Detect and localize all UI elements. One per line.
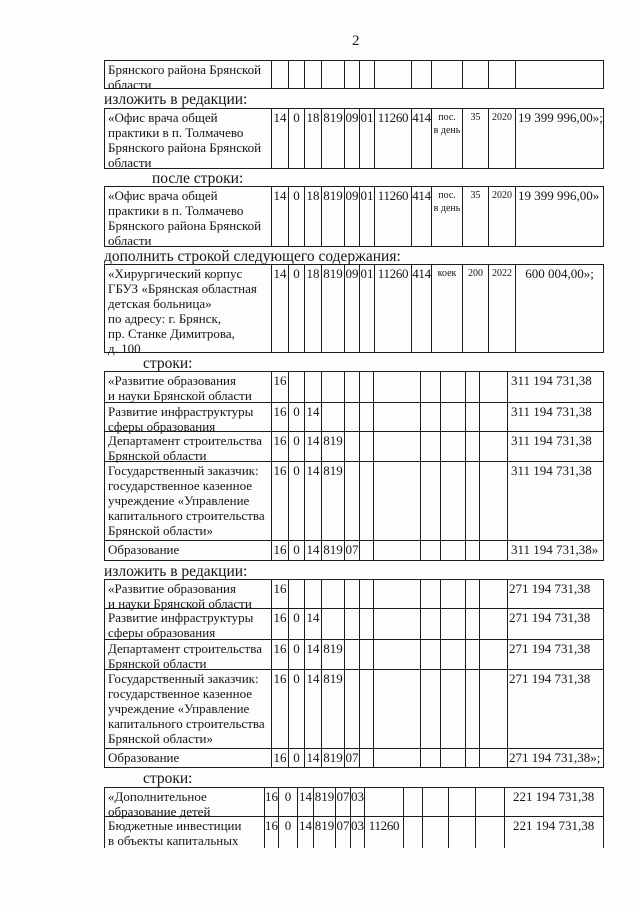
- budget-table-fragment: [104, 579, 604, 768]
- unit-cell: [441, 670, 466, 749]
- year-cell: 2020: [489, 108, 516, 169]
- section-code-cell: 09: [345, 108, 360, 169]
- budget-table-fragment: [104, 787, 604, 848]
- grbs-code-cell: 819: [314, 787, 336, 817]
- table-row: [104, 579, 604, 609]
- subprogram-code-cell: 0: [289, 640, 305, 670]
- grbs-code-cell: [322, 579, 345, 609]
- subsection-code-cell: [360, 749, 374, 768]
- grbs-code-cell: 819: [322, 749, 345, 768]
- subsection-code-cell: [360, 609, 374, 640]
- subsection-code-cell: [360, 462, 374, 541]
- unit-cell: [432, 60, 463, 89]
- grbs-code-cell: 819: [322, 432, 345, 462]
- unit-cell: [441, 403, 466, 432]
- program-code-cell: 16: [272, 541, 289, 561]
- subsection-code-cell: [360, 541, 374, 561]
- table-row: [104, 640, 604, 670]
- direction-code-cell: 11260: [375, 264, 412, 353]
- program-code-cell: [272, 60, 289, 89]
- direction-code-cell: [374, 541, 421, 561]
- expense-type-cell: [421, 432, 441, 462]
- direction-code-cell: [374, 640, 421, 670]
- amount-cell: 600 004,00»;: [516, 264, 604, 353]
- capacity-cell: [466, 462, 480, 541]
- expense-type-cell: 414: [412, 186, 432, 247]
- item-name-cell: «Офис врача общей практики в п. Толмачево Брянского района Брянской области: [104, 108, 272, 169]
- subsection-code-cell: 03: [351, 787, 365, 817]
- subsection-code-cell: [360, 403, 374, 432]
- event-code-cell: 14: [305, 541, 322, 561]
- event-code-cell: [305, 579, 322, 609]
- event-code-cell: 14: [305, 640, 322, 670]
- event-code-cell: 14: [305, 462, 322, 541]
- amount-cell: [516, 60, 604, 89]
- capacity-cell: [466, 579, 480, 609]
- subprogram-code-cell: 0: [289, 108, 305, 169]
- item-name-cell: Образование: [104, 541, 272, 561]
- unit-cell: [441, 579, 466, 609]
- amount-cell: 271 194 731,38: [508, 640, 604, 670]
- year-cell: [489, 60, 516, 89]
- event-code-cell: 14: [298, 817, 314, 848]
- subsection-code-cell: 01: [360, 264, 375, 353]
- instruction-heading: строки:: [143, 770, 193, 787]
- subsection-code-cell: [360, 579, 374, 609]
- budget-table-fragment: [104, 60, 604, 92]
- subprogram-code-cell: 0: [289, 670, 305, 749]
- section-code-cell: 07: [345, 749, 360, 768]
- direction-code-cell: [374, 670, 421, 749]
- capacity-cell: [466, 371, 480, 403]
- capacity-cell: [466, 403, 480, 432]
- table-row: [104, 264, 604, 356]
- direction-code-cell: [374, 403, 421, 432]
- subprogram-code-cell: 0: [289, 541, 305, 561]
- table-row: [104, 186, 604, 247]
- table-row: [104, 371, 604, 403]
- amount-cell: 311 194 731,38: [508, 462, 604, 541]
- subsection-code-cell: [360, 670, 374, 749]
- item-name-cell: «Развитие образования и науки Брянской области: [104, 579, 272, 609]
- table-row: [104, 670, 604, 749]
- unit-cell: [441, 432, 466, 462]
- program-code-cell: 16: [272, 640, 289, 670]
- event-code-cell: 14: [305, 749, 322, 768]
- event-code-cell: 18: [305, 108, 322, 169]
- expense-type-cell: [421, 462, 441, 541]
- expense-type-cell: [421, 403, 441, 432]
- unit-cell: [441, 541, 466, 561]
- subsection-code-cell: [360, 60, 375, 89]
- subprogram-code-cell: [289, 371, 305, 403]
- instruction-heading: изложить в редакции:: [104, 91, 248, 108]
- table-row: [104, 749, 604, 768]
- grbs-code-cell: 819: [322, 640, 345, 670]
- grbs-code-cell: 819: [314, 817, 336, 848]
- program-code-cell: 14: [272, 108, 289, 169]
- section-code-cell: [345, 462, 360, 541]
- item-name-cell: Развитие инфраструктуры сферы образования: [104, 609, 272, 640]
- expense-type-cell: [412, 60, 432, 89]
- subprogram-code-cell: 0: [279, 787, 298, 817]
- unit-cell: [423, 787, 449, 817]
- amount-cell: 271 194 731,38»;: [508, 749, 604, 768]
- grbs-code-cell: 819: [322, 462, 345, 541]
- grbs-code-cell: 819: [322, 541, 345, 561]
- subsection-code-cell: 01: [360, 186, 375, 247]
- program-code-cell: 16: [272, 579, 289, 609]
- amount-cell: 19 399 996,00»;: [516, 108, 604, 169]
- direction-code-cell: [374, 609, 421, 640]
- year-cell: 2020: [489, 186, 516, 247]
- expense-type-cell: [421, 749, 441, 768]
- amount-cell: 271 194 731,38: [508, 670, 604, 749]
- event-code-cell: [305, 371, 322, 403]
- budget-table-fragment: [104, 108, 604, 169]
- amount-cell: 221 194 731,38: [505, 817, 604, 848]
- subprogram-code-cell: [289, 579, 305, 609]
- event-code-cell: 14: [305, 432, 322, 462]
- section-code-cell: [345, 371, 360, 403]
- expense-type-cell: [421, 609, 441, 640]
- amount-cell: 311 194 731,38: [508, 432, 604, 462]
- subprogram-code-cell: [289, 60, 305, 89]
- capacity-cell: [466, 432, 480, 462]
- grbs-code-cell: [322, 371, 345, 403]
- subprogram-code-cell: 0: [289, 462, 305, 541]
- direction-code-cell: [365, 787, 404, 817]
- amount-cell: 271 194 731,38: [508, 609, 604, 640]
- year-cell: [480, 609, 508, 640]
- grbs-code-cell: 819: [322, 670, 345, 749]
- year-cell: [480, 541, 508, 561]
- program-code-cell: 16: [272, 609, 289, 640]
- subprogram-code-cell: 0: [289, 432, 305, 462]
- page-number: 2: [352, 33, 360, 49]
- capacity-cell: 35: [463, 186, 489, 247]
- program-code-cell: 14: [272, 264, 289, 353]
- section-code-cell: 07: [336, 817, 351, 848]
- subprogram-code-cell: 0: [289, 264, 305, 353]
- item-name-cell: Развитие инфраструктуры сферы образования: [104, 403, 272, 432]
- grbs-code-cell: 819: [322, 186, 345, 247]
- subprogram-code-cell: 0: [279, 817, 298, 848]
- table-row: [104, 403, 604, 432]
- instruction-heading: изложить в редакции:: [104, 563, 248, 580]
- capacity-cell: [463, 60, 489, 89]
- program-code-cell: 16: [272, 670, 289, 749]
- year-cell: [480, 462, 508, 541]
- event-code-cell: 18: [305, 264, 322, 353]
- section-code-cell: [345, 432, 360, 462]
- event-code-cell: 14: [305, 609, 322, 640]
- amount-cell: 311 194 731,38: [508, 371, 604, 403]
- capacity-cell: [449, 787, 476, 817]
- expense-type-cell: [421, 640, 441, 670]
- amount-cell: 311 194 731,38»: [508, 541, 604, 561]
- table-row: [104, 541, 604, 561]
- item-name-cell: Государственный заказчик: государственное казенное учреждение «Управление капитального строительства Брянской области»: [104, 462, 272, 541]
- direction-code-cell: [374, 749, 421, 768]
- expense-type-cell: [421, 670, 441, 749]
- table-row: [104, 108, 604, 169]
- grbs-code-cell: [322, 60, 345, 89]
- unit-cell: пос. в день: [432, 186, 463, 247]
- expense-type-cell: [421, 579, 441, 609]
- subprogram-code-cell: 0: [289, 403, 305, 432]
- program-code-cell: 16: [272, 403, 289, 432]
- year-cell: [480, 640, 508, 670]
- capacity-cell: [466, 541, 480, 561]
- event-code-cell: [305, 60, 322, 89]
- unit-cell: [441, 749, 466, 768]
- year-cell: [480, 371, 508, 403]
- event-code-cell: 14: [305, 403, 322, 432]
- subprogram-code-cell: 0: [289, 186, 305, 247]
- program-code-cell: 16: [272, 462, 289, 541]
- subprogram-code-cell: 0: [289, 749, 305, 768]
- capacity-cell: 200: [463, 264, 489, 353]
- amount-cell: 221 194 731,38: [505, 787, 604, 817]
- section-code-cell: 09: [345, 264, 360, 353]
- expense-type-cell: [404, 817, 423, 848]
- unit-cell: [441, 462, 466, 541]
- capacity-cell: [466, 670, 480, 749]
- direction-code-cell: [374, 432, 421, 462]
- program-code-cell: 14: [272, 186, 289, 247]
- expense-type-cell: 414: [412, 108, 432, 169]
- capacity-cell: 35: [463, 108, 489, 169]
- subsection-code-cell: [360, 432, 374, 462]
- grbs-code-cell: [322, 403, 345, 432]
- item-name-cell: «Развитие образования и науки Брянской области: [104, 371, 272, 403]
- item-name-cell: «Офис врача общей практики в п. Толмачево Брянского района Брянской области: [104, 186, 272, 247]
- unit-cell: пос. в день: [432, 108, 463, 169]
- table-row: [104, 609, 604, 640]
- capacity-cell: [466, 640, 480, 670]
- year-cell: [480, 432, 508, 462]
- section-code-cell: 07: [345, 541, 360, 561]
- budget-table-fragment: [104, 371, 604, 561]
- direction-code-cell: 11260: [375, 186, 412, 247]
- section-code-cell: [345, 640, 360, 670]
- program-code-cell: 16: [265, 787, 279, 817]
- table-row: [104, 60, 604, 92]
- unit-cell: коек: [432, 264, 463, 353]
- direction-code-cell: [375, 60, 412, 89]
- unit-cell: [441, 640, 466, 670]
- instruction-heading: строки:: [143, 355, 193, 372]
- year-cell: 2022: [489, 264, 516, 353]
- budget-table-fragment: [104, 264, 604, 356]
- item-name-cell: «Хирургический корпус ГБУЗ «Брянская областная детская больница» по адресу: г. Брянск, пр. Станке Димитрова, д. 100: [104, 264, 272, 353]
- subsection-code-cell: 01: [360, 108, 375, 169]
- capacity-cell: [466, 609, 480, 640]
- direction-code-cell: 11260: [375, 108, 412, 169]
- direction-code-cell: [374, 371, 421, 403]
- amount-cell: 19 399 996,00»: [516, 186, 604, 247]
- year-cell: [480, 579, 508, 609]
- year-cell: [480, 670, 508, 749]
- event-code-cell: 14: [298, 787, 314, 817]
- unit-cell: [441, 609, 466, 640]
- item-name-cell: «Дополнительное образование детей: [104, 787, 265, 817]
- program-code-cell: 16: [272, 432, 289, 462]
- program-code-cell: 16: [272, 371, 289, 403]
- subprogram-code-cell: 0: [289, 609, 305, 640]
- unit-cell: [441, 371, 466, 403]
- direction-code-cell: [374, 462, 421, 541]
- expense-type-cell: [404, 787, 423, 817]
- capacity-cell: [449, 817, 476, 848]
- table-row: [104, 462, 604, 541]
- table-row: [104, 817, 604, 848]
- year-cell: [476, 787, 505, 817]
- instruction-heading: дополнить строкой следующего содержания:: [104, 248, 401, 265]
- item-name-cell: Департамент строительства Брянской области: [104, 640, 272, 670]
- subsection-code-cell: [360, 640, 374, 670]
- expense-type-cell: [421, 371, 441, 403]
- instruction-heading: после строки:: [152, 170, 244, 187]
- section-code-cell: [345, 670, 360, 749]
- item-name-cell: Государственный заказчик: государственное казенное учреждение «Управление капитального строительства Брянской области»: [104, 670, 272, 749]
- amount-cell: 311 194 731,38: [508, 403, 604, 432]
- year-cell: [480, 403, 508, 432]
- item-name-cell: Брянского района Брянской области: [104, 60, 272, 89]
- direction-code-cell: 11260: [365, 817, 404, 848]
- event-code-cell: 14: [305, 670, 322, 749]
- section-code-cell: 07: [336, 787, 351, 817]
- program-code-cell: 16: [272, 749, 289, 768]
- year-cell: [480, 749, 508, 768]
- capacity-cell: [466, 749, 480, 768]
- item-name-cell: Департамент строительства Брянской области: [104, 432, 272, 462]
- budget-table-fragment: [104, 186, 604, 247]
- subsection-code-cell: [360, 371, 374, 403]
- table-row: [104, 432, 604, 462]
- unit-cell: [423, 817, 449, 848]
- section-code-cell: [345, 609, 360, 640]
- section-code-cell: [345, 403, 360, 432]
- subsection-code-cell: 03: [351, 817, 365, 848]
- grbs-code-cell: [322, 609, 345, 640]
- expense-type-cell: [421, 541, 441, 561]
- expense-type-cell: 414: [412, 264, 432, 353]
- item-name-cell: Бюджетные инвестиции в объекты капитальных: [104, 817, 265, 848]
- item-name-cell: Образование: [104, 749, 272, 768]
- section-code-cell: [345, 60, 360, 89]
- section-code-cell: [345, 579, 360, 609]
- grbs-code-cell: 819: [322, 108, 345, 169]
- direction-code-cell: [374, 579, 421, 609]
- table-row: [104, 787, 604, 817]
- section-code-cell: 09: [345, 186, 360, 247]
- year-cell: [476, 817, 505, 848]
- grbs-code-cell: 819: [322, 264, 345, 353]
- amount-cell: 271 194 731,38: [508, 579, 604, 609]
- event-code-cell: 18: [305, 186, 322, 247]
- program-code-cell: 16: [265, 817, 279, 848]
